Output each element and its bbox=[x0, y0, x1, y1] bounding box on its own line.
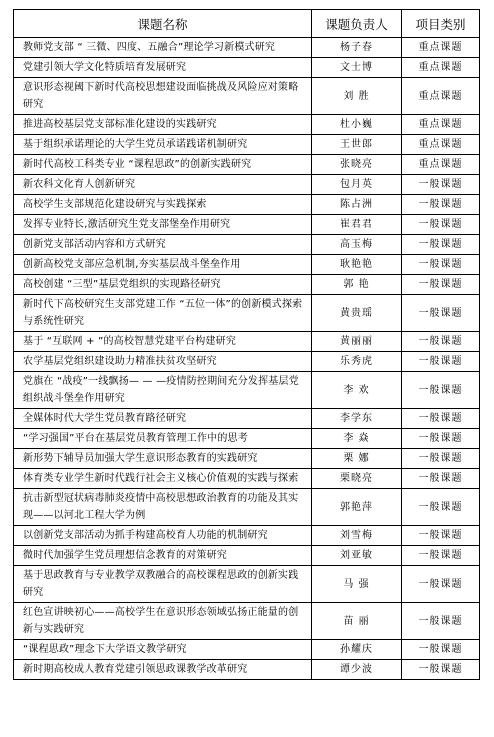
category-cell: 一般课题 bbox=[402, 332, 480, 352]
table-row bbox=[14, 115, 480, 135]
project-name-cell: 体育类专业学生新时代践行社会主义核心价值观的实践与探索 bbox=[14, 469, 312, 489]
project-name-cell: 教师党支部 “ 三微、四度、五融合”理论学习新模式研究 bbox=[14, 38, 312, 58]
table-row bbox=[14, 660, 480, 680]
category-cell: 一般课题 bbox=[402, 449, 480, 469]
leader-cell: 谭少波 bbox=[312, 660, 402, 680]
project-name-cell: 全媒体时代大学生党员教育路径研究 bbox=[14, 409, 312, 429]
leader-cell: 栗 娜 bbox=[312, 449, 402, 469]
category-cell: 一般课题 bbox=[402, 526, 480, 546]
table-row bbox=[14, 489, 480, 526]
project-name-cell: 创新高校党支部应急机制,夯实基层战斗堡垒作用 bbox=[14, 255, 312, 275]
project-name-cell: 发挥专业特长,激活研究生党支部堡垒作用研究 bbox=[14, 215, 312, 235]
category-cell: 一般课题 bbox=[402, 352, 480, 372]
category-cell: 一般课题 bbox=[402, 660, 480, 680]
leader-cell: 王世郎 bbox=[312, 135, 402, 155]
project-name-cell: 新时期高校成人教育党建引领思政课教学改革研究 bbox=[14, 660, 312, 680]
category-cell: 一般课题 bbox=[402, 489, 480, 526]
leader-cell: 乐秀虎 bbox=[312, 352, 402, 372]
project-name-cell: 党建引领大学文化特质培育发展研究 bbox=[14, 58, 312, 78]
project-name-cell: “学习强国”平台在基层党员教育管理工作中的思考 bbox=[14, 429, 312, 449]
leader-cell: 李学东 bbox=[312, 409, 402, 429]
project-name-cell: 新时代高校工科类专业 “课程思政”的创新实践研究 bbox=[14, 155, 312, 175]
category-cell: 一般课题 bbox=[402, 429, 480, 449]
category-cell: 重点课题 bbox=[402, 135, 480, 155]
table-row bbox=[14, 78, 480, 115]
leader-cell: 包月英 bbox=[312, 175, 402, 195]
project-name-cell: “课程思政”理念下大学语文教学研究 bbox=[14, 640, 312, 660]
table-row bbox=[14, 409, 480, 429]
category-cell: 重点课题 bbox=[402, 78, 480, 115]
header-project-name: 课题名称 bbox=[14, 10, 312, 38]
leader-cell: 文士博 bbox=[312, 58, 402, 78]
project-name-cell: 红色宣讲映初心——高校学生在意识形态领域弘扬正能量的创新与实践研究 bbox=[14, 603, 312, 640]
table-body bbox=[14, 38, 480, 680]
table-row bbox=[14, 58, 480, 78]
leader-cell: 栗晓亮 bbox=[312, 469, 402, 489]
project-name-cell: 高校学生支部规范化建设研究与实践探索 bbox=[14, 195, 312, 215]
table-row bbox=[14, 332, 480, 352]
table-row bbox=[14, 215, 480, 235]
project-name-cell: 以创新党支部活动为抓手构建高校育人功能的机制研究 bbox=[14, 526, 312, 546]
project-name-cell: 新形势下辅导员加强大学生意识形态教育的实践研究 bbox=[14, 449, 312, 469]
leader-cell: 刘 胜 bbox=[312, 78, 402, 115]
leader-cell: 郭 艳 bbox=[312, 275, 402, 295]
category-cell: 重点课题 bbox=[402, 115, 480, 135]
leader-cell: 李 欢 bbox=[312, 372, 402, 409]
category-cell: 一般课题 bbox=[402, 640, 480, 660]
project-name-cell: 农学基层党组织建设助力精准扶贫攻坚研究 bbox=[14, 352, 312, 372]
table-row bbox=[14, 275, 480, 295]
table-row bbox=[14, 546, 480, 566]
leader-cell: 杜小巍 bbox=[312, 115, 402, 135]
project-name-cell: 基于 “互联网 + ”的高校智慧党建平台构建研究 bbox=[14, 332, 312, 352]
leader-cell: 张晓亮 bbox=[312, 155, 402, 175]
project-name-cell: 新农科文化育人创新研究 bbox=[14, 175, 312, 195]
category-cell: 一般课题 bbox=[402, 215, 480, 235]
table-row bbox=[14, 566, 480, 603]
category-cell: 一般课题 bbox=[402, 603, 480, 640]
project-name-cell: 高校创建 “三型”基层党组织的实现路径研究 bbox=[14, 275, 312, 295]
leader-cell: 马 强 bbox=[312, 566, 402, 603]
category-cell: 一般课题 bbox=[402, 175, 480, 195]
header-leader: 课题负责人 bbox=[312, 10, 402, 38]
category-cell: 一般课题 bbox=[402, 295, 480, 332]
table-row bbox=[14, 449, 480, 469]
leader-cell: 崔君君 bbox=[312, 215, 402, 235]
table-row bbox=[14, 372, 480, 409]
table-row bbox=[14, 155, 480, 175]
table-row bbox=[14, 640, 480, 660]
leader-cell: 李 焱 bbox=[312, 429, 402, 449]
table-row bbox=[14, 429, 480, 449]
project-name-cell: 推进高校基层党支部标准化建设的实践研究 bbox=[14, 115, 312, 135]
category-cell: 一般课题 bbox=[402, 469, 480, 489]
leader-cell: 黄丽丽 bbox=[312, 332, 402, 352]
category-cell: 一般课题 bbox=[402, 255, 480, 275]
leader-cell: 孙耀庆 bbox=[312, 640, 402, 660]
table-row bbox=[14, 255, 480, 275]
project-table bbox=[13, 9, 480, 680]
category-cell: 一般课题 bbox=[402, 546, 480, 566]
category-cell: 重点课题 bbox=[402, 38, 480, 58]
category-cell: 重点课题 bbox=[402, 58, 480, 78]
leader-cell: 刘雪梅 bbox=[312, 526, 402, 546]
category-cell: 一般课题 bbox=[402, 235, 480, 255]
category-cell: 一般课题 bbox=[402, 409, 480, 429]
table-row bbox=[14, 135, 480, 155]
table-header-row bbox=[14, 10, 480, 38]
table-row bbox=[14, 295, 480, 332]
category-cell: 一般课题 bbox=[402, 372, 480, 409]
leader-cell: 郭艳萍 bbox=[312, 489, 402, 526]
project-name-cell: 基于组织承诺理论的大学生党员承诺践诺机制研究 bbox=[14, 135, 312, 155]
category-cell: 一般课题 bbox=[402, 195, 480, 215]
header-category: 项目类别 bbox=[402, 10, 480, 38]
table-row bbox=[14, 352, 480, 372]
leader-cell: 苗 丽 bbox=[312, 603, 402, 640]
project-name-cell: 党旗在 “战疫”一线飘扬— — —疫情防控期间充分发挥基层党组织战斗堡垒作用研究 bbox=[14, 372, 312, 409]
leader-cell: 陈占洲 bbox=[312, 195, 402, 215]
project-name-cell: 意识形态视阈下新时代高校思想建设面临挑战及风险应对策略研究 bbox=[14, 78, 312, 115]
table-row bbox=[14, 469, 480, 489]
project-name-cell: 抗击新型冠状病毒肺炎疫情中高校思想政治教育的功能及其实现——以河北工程大学为例 bbox=[14, 489, 312, 526]
table-row bbox=[14, 38, 480, 58]
leader-cell: 刘亚敏 bbox=[312, 546, 402, 566]
leader-cell: 杨子春 bbox=[312, 38, 402, 58]
table-row bbox=[14, 526, 480, 546]
project-name-cell: 基于思政教育与专业教学双教融合的高校课程思政的创新实践研究 bbox=[14, 566, 312, 603]
table-row bbox=[14, 603, 480, 640]
project-name-cell: 微时代加强学生党员理想信念教育的对策研究 bbox=[14, 546, 312, 566]
project-name-cell: 新时代下高校研究生支部党建工作 “五位一体”的创新模式探索与系统性研究 bbox=[14, 295, 312, 332]
leader-cell: 高玉梅 bbox=[312, 235, 402, 255]
category-cell: 一般课题 bbox=[402, 566, 480, 603]
leader-cell: 黄贵瑶 bbox=[312, 295, 402, 332]
table-row bbox=[14, 235, 480, 255]
category-cell: 一般课题 bbox=[402, 275, 480, 295]
project-name-cell: 创新党支部活动内容和方式研究 bbox=[14, 235, 312, 255]
table-row bbox=[14, 175, 480, 195]
category-cell: 重点课题 bbox=[402, 155, 480, 175]
leader-cell: 耿艳艳 bbox=[312, 255, 402, 275]
table-row bbox=[14, 195, 480, 215]
